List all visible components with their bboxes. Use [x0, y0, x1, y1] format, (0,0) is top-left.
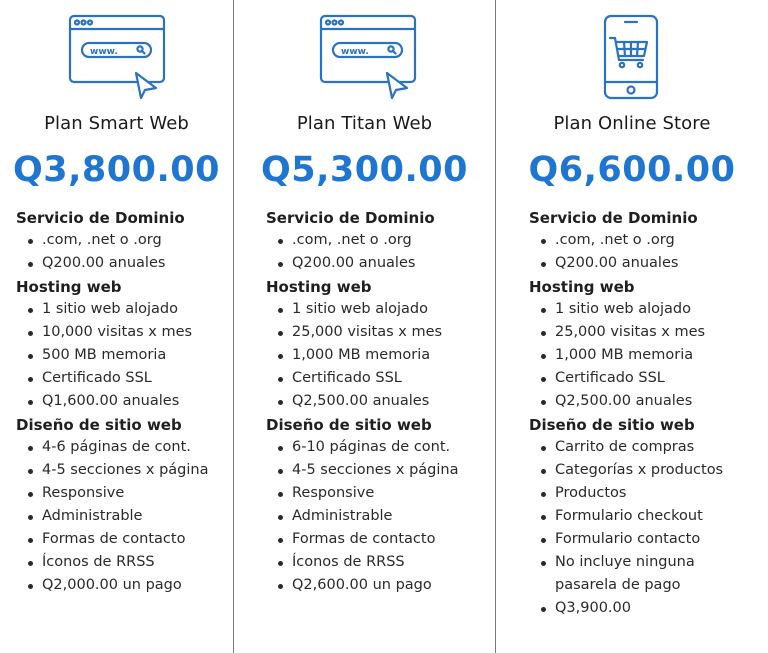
phone-cart-icon — [603, 14, 659, 104]
svg-text:www.: www. — [90, 47, 118, 57]
section-heading-domain: Servicio de Dominio — [266, 209, 435, 227]
section-heading-hosting: Hosting web — [16, 278, 122, 296]
list-item: Q3,900.00 — [541, 597, 723, 620]
list-item: 1 sitio web alojado — [28, 298, 208, 321]
list-item: Responsive — [28, 482, 208, 505]
list-item: 1 sitio web alojado — [541, 298, 723, 321]
plan-title: Plan Smart Web — [44, 113, 189, 134]
list-item: .com, .net o .org — [541, 229, 723, 252]
list-item: 1 sitio web alojado — [278, 298, 458, 321]
section-heading-hosting: Hosting web — [529, 278, 635, 296]
browser-www-icon — [319, 12, 417, 106]
list-item: Q200.00 anuales — [28, 252, 208, 275]
plan-features — [266, 207, 458, 597]
plan-title: Plan Online Store — [553, 113, 711, 134]
list-item: Formulario contacto — [541, 528, 723, 551]
plan-card-online-store — [496, 0, 768, 653]
list-item: Formas de contacto — [28, 528, 208, 551]
list-item: 4-5 secciones x página — [278, 459, 458, 482]
list-item: Q1,600.00 anuales — [28, 390, 208, 413]
list-item: Productos — [541, 482, 723, 505]
list-item: Formas de contacto — [278, 528, 458, 551]
list-item: No incluye ninguna — [541, 551, 723, 574]
list-item: 4-6 páginas de cont. — [28, 436, 208, 459]
list-item: Q2,600.00 un pago — [278, 574, 458, 597]
list-item: .com, .net o .org — [278, 229, 458, 252]
section-heading-domain: Servicio de Dominio — [529, 209, 698, 227]
list-item: 1,000 MB memoria — [541, 344, 723, 367]
list-item-continuation: pasarela de pago — [555, 577, 681, 593]
list-item: Íconos de RRSS — [28, 551, 208, 574]
list-item: Q200.00 anuales — [278, 252, 458, 275]
section-heading-design: Diseño de sitio web — [529, 416, 695, 434]
list-item: Certificado SSL — [541, 367, 723, 390]
list-item: Q2,500.00 anuales — [278, 390, 458, 413]
list-item: 25,000 visitas x mes — [278, 321, 458, 344]
list-item: Q200.00 anuales — [541, 252, 723, 275]
list-item: Carrito de compras — [541, 436, 723, 459]
section-heading-domain: Servicio de Dominio — [16, 209, 185, 227]
list-item: Íconos de RRSS — [278, 551, 458, 574]
plan-features — [529, 207, 723, 620]
section-heading-hosting: Hosting web — [266, 278, 372, 296]
plan-price: Q5,300.00 — [261, 150, 468, 190]
list-item: Administrable — [28, 505, 208, 528]
list-item: 4-5 secciones x página — [28, 459, 208, 482]
plan-title: Plan Titan Web — [296, 113, 433, 134]
list-item: 500 MB memoria — [28, 344, 208, 367]
list-item: Formulario checkout — [541, 505, 723, 528]
list-item: Administrable — [278, 505, 458, 528]
list-item: Certificado SSL — [278, 367, 458, 390]
list-item: Q2,000.00 un pago — [28, 574, 208, 597]
section-heading-design: Diseño de sitio web — [266, 416, 432, 434]
list-item: 1,000 MB memoria — [278, 344, 458, 367]
plan-card-smart-web — [0, 0, 233, 653]
list-item: .com, .net o .org — [28, 229, 208, 252]
plan-price: Q6,600.00 — [528, 150, 736, 190]
list-item: Categorías x productos — [541, 459, 723, 482]
plan-card-titan-web — [234, 0, 495, 653]
list-item: Responsive — [278, 482, 458, 505]
list-item: Q2,500.00 anuales — [541, 390, 723, 413]
plan-features — [16, 207, 208, 597]
list-item: 6-10 páginas de cont. — [278, 436, 458, 459]
svg-text:www.: www. — [341, 47, 369, 57]
plan-price: Q3,800.00 — [13, 150, 220, 190]
browser-www-icon — [68, 12, 166, 106]
section-heading-design: Diseño de sitio web — [16, 416, 182, 434]
list-item: 25,000 visitas x mes — [541, 321, 723, 344]
list-item: 10,000 visitas x mes — [28, 321, 208, 344]
list-item: Certificado SSL — [28, 367, 208, 390]
